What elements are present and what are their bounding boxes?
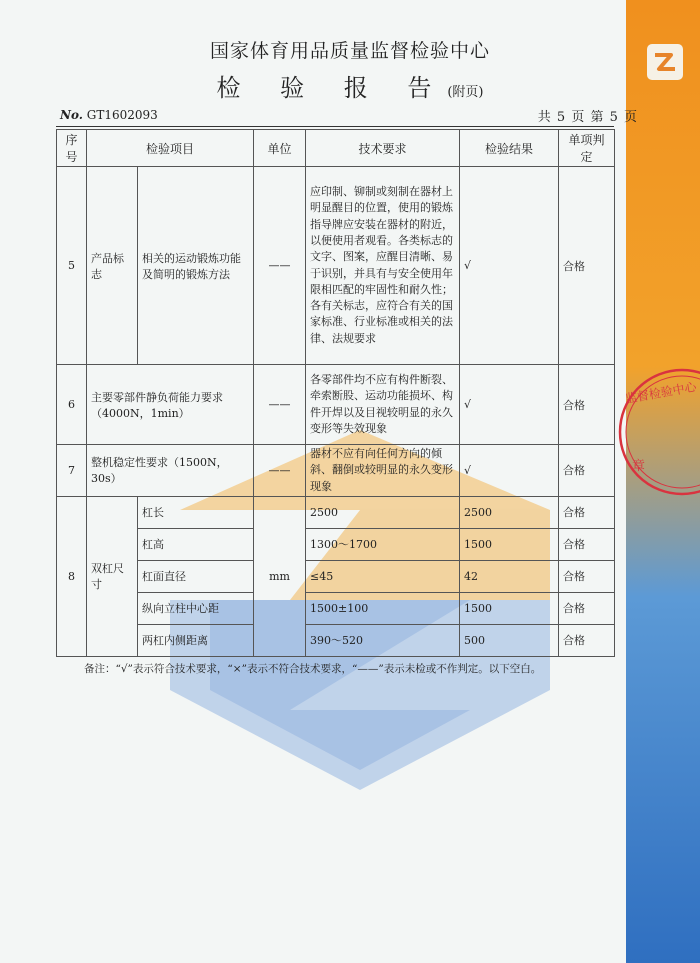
row-requirement: 应印制、铆制或刻制在器材上明显醒目的位置，使用的锻炼指导牌应安装在器材的附近，以便使用者观看。各类标志的文字、图案，应醒目清晰、易于识别，并具有与安全使用年限相匹配的牢固性和耐久性；各有关标志，应符合有关的国家标准、行业标准或相关的法律、法规要求 [306, 167, 460, 365]
row-verdict: 合格 [559, 624, 615, 656]
header-verdict: 单项判定 [559, 130, 615, 167]
inspection-table [56, 129, 615, 657]
row-requirement: 1500±100 [306, 592, 460, 624]
row-result: 1500 [460, 592, 559, 624]
row-requirement: ≤45 [306, 560, 460, 592]
header-seq: 序号 [57, 130, 87, 167]
row-item: 双杠尺寸 [87, 496, 138, 656]
row-requirement: 1300～1700 [306, 528, 460, 560]
row-seq: 8 [57, 496, 87, 656]
svg-text:监督检验中心: 监督检验中心 [624, 379, 698, 406]
row-unit: mm [254, 496, 306, 656]
row-result: √ [460, 167, 559, 365]
table-row [57, 445, 615, 497]
row-subitem: 相关的运动锻炼功能及简明的锻炼方法 [138, 167, 254, 365]
row-result: 500 [460, 624, 559, 656]
svg-text:章: 章 [632, 459, 646, 474]
row-seq: 5 [57, 167, 87, 365]
row-verdict: 合格 [559, 496, 615, 528]
report-title-suffix: (附页) [447, 85, 484, 100]
official-seal-stamp [612, 362, 698, 502]
header-req: 技术要求 [306, 130, 460, 167]
report-title [0, 68, 700, 103]
report-title-text: 检 验 报 告 [216, 74, 448, 102]
table-header-row [57, 130, 615, 167]
row-subitem: 杠面直径 [138, 560, 254, 592]
table-row [57, 560, 615, 592]
row-seq: 7 [57, 445, 87, 497]
report-number-value: GT1602093 [86, 108, 158, 122]
row-unit: —— [254, 365, 306, 445]
row-verdict: 合格 [559, 365, 615, 445]
row-item: 主要零部件静负荷能力要求（4000N，1min） [87, 365, 254, 445]
row-verdict: 合格 [559, 445, 615, 497]
table-row [57, 365, 615, 445]
row-unit: —— [254, 167, 306, 365]
table-row [57, 167, 615, 365]
header-item: 检验项目 [87, 130, 254, 167]
row-requirement: 各零部件均不应有构件断裂、牵索断股、运动功能损坏、构件开焊以及目视较明显的永久变形等失效现象 [306, 365, 460, 445]
row-unit: —— [254, 445, 306, 497]
row-subitem: 杠长 [138, 496, 254, 528]
row-seq: 6 [57, 365, 87, 445]
table-row [57, 528, 615, 560]
table-row [57, 624, 615, 656]
report-number [60, 108, 158, 122]
header-rule [56, 126, 614, 127]
page-count: 共 5 页 第 5 页 [537, 110, 638, 125]
issuing-organization: 国家体育用品质量监督检验中心 [209, 40, 490, 62]
row-verdict: 合格 [559, 560, 615, 592]
row-result: 42 [460, 560, 559, 592]
row-subitem: 两杠内侧距离 [138, 624, 254, 656]
row-requirement: 390～520 [306, 624, 460, 656]
row-item: 产品标志 [87, 167, 138, 365]
row-verdict: 合格 [559, 592, 615, 624]
row-subitem: 纵向立柱中心距 [138, 592, 254, 624]
row-subitem: 杠高 [138, 528, 254, 560]
header-unit: 单位 [254, 130, 306, 167]
report-number-prefix: No. [60, 108, 83, 122]
row-result: 1500 [460, 528, 559, 560]
row-result: √ [460, 365, 559, 445]
row-verdict: 合格 [559, 167, 615, 365]
row-item: 整机稳定性要求（1500N，30s） [87, 445, 254, 497]
row-requirement: 器材不应有向任何方向的倾斜、翻倒或较明显的永久变形现象 [306, 445, 460, 497]
row-requirement: 2500 [306, 496, 460, 528]
table-row [57, 496, 615, 528]
row-verdict: 合格 [559, 528, 615, 560]
row-result: √ [460, 445, 559, 497]
row-result: 2500 [460, 496, 559, 528]
table-row [57, 592, 615, 624]
footnote: 备注：“√”表示符合技术要求，“×”表示不符合技术要求，“——”表示未检或不作判定。以下空白。 [84, 663, 542, 675]
header-result: 检验结果 [460, 130, 559, 167]
